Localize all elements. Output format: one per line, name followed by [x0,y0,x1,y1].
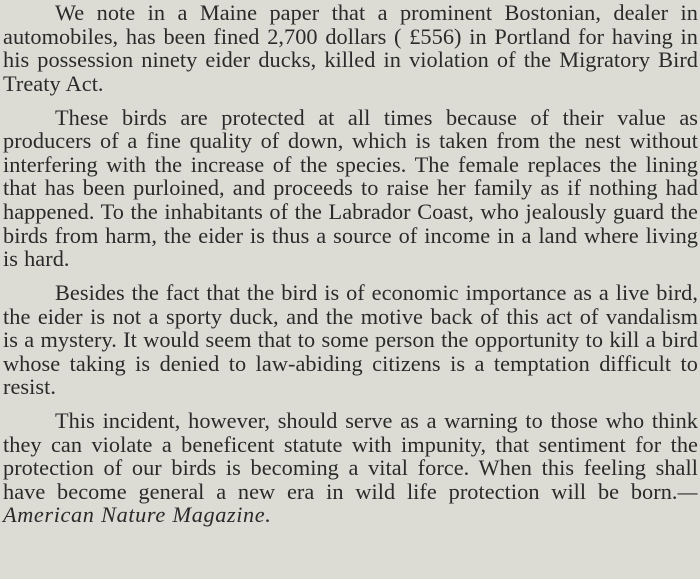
paragraph-fine-report: We note in a Maine paper that a prominent Bostonian, dealer in automobiles, has been fined 2,700 dollars ( £556) in Portland for having in his possession ninety eider ducks, killed in violation of the Migratory Bird Treaty Act. [3,0,698,96]
paragraph-vandalism-mystery: Besides the fact that the bird is of economic importance as a live bird, the eider is not a sporty duck, and the motive back of this act of vandalism is a mystery. It would seem that to some person the opportunity to kill a bird whose taking is denied to law-abiding citizens is a temptation difficult to resist. [3,279,698,400]
paragraph-warning-text: This incident, however, should serve as a warning to those who think they can violate a beneficent statute with impunity, that sentiment for the protection of our birds is becoming a vital force. When this feeling shall have become general a new era in wild life protection will be born. [3,408,698,504]
paragraph-warning [3,409,698,527]
source-attribution: —American Nature Magazine. [3,478,698,528]
paragraph-eider-protection: These birds are protected at all times because of their value as producers of a fine quality of down, which is taken from the nest without interfering with the increase of the species. The female replaces the lining that has been purloined, and proceeds to raise her family as if nothing had happened. To the inhabitants of the Labrador Coast, who jealously guard the birds from harm, the eider is thus a source of income in a land where living is hard. [3,104,698,272]
